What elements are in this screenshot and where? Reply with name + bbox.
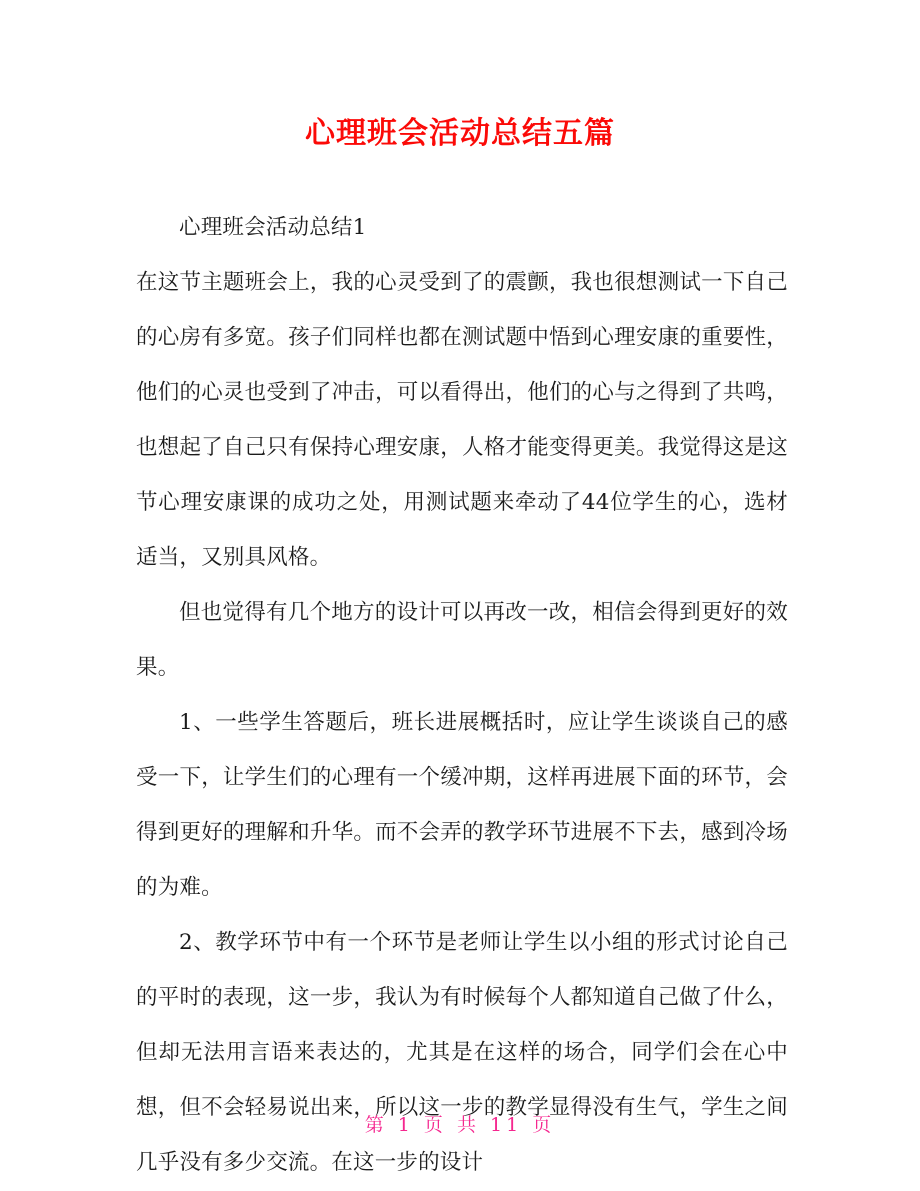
page-footer: 第 1 页 共 11 页 [364,1114,556,1136]
document-body [136,200,788,1190]
paragraph-1: 在这节主题班会上，我的心灵受到了的震颤，我也很想测试一下自己的心房有多宽。孩子们同样也都在测试题中悟到心理安康的重要性，他们的心灵也受到了冲击，可以看得出，他们的心与之得到了共鸣，也想起了自己只有保持心理安康，人格才能变得更美。我觉得这是这节心理安康课的成功之处，用测试题来牵动了44位学生的心，选材适当，又别具风格。 [136,270,788,570]
page-title: 心理班会活动总结五篇 [305,116,615,151]
section-heading: 心理班会活动总结1 [179,215,367,240]
paragraph-3: 1、一些学生答题后，班长进展概括时，应让学生谈谈自己的感受一下，让学生们的心理有一个缓冲期，这样再进展下面的环节，会得到更好的理解和升华。而不会弄的教学环节进展不下去，感到冷场的为难。 [136,710,788,900]
paragraph-2: 但也觉得有几个地方的设计可以再改一改，相信会得到更好的效果。 [136,600,788,680]
paragraph-4: 2、教学环节中有一个环节是老师让学生以小组的形式讨论自己的平时的表现，这一步，我认为有时候每个人都知道自己做了什么，但却无法用言语来表达的，尤其是在这样的场合，同学们会在心中想，但不会轻易说出来，所以这一步的教学显得没有生气，学生之间几乎没有多少交流。在这一步的设计 [136,930,788,1175]
